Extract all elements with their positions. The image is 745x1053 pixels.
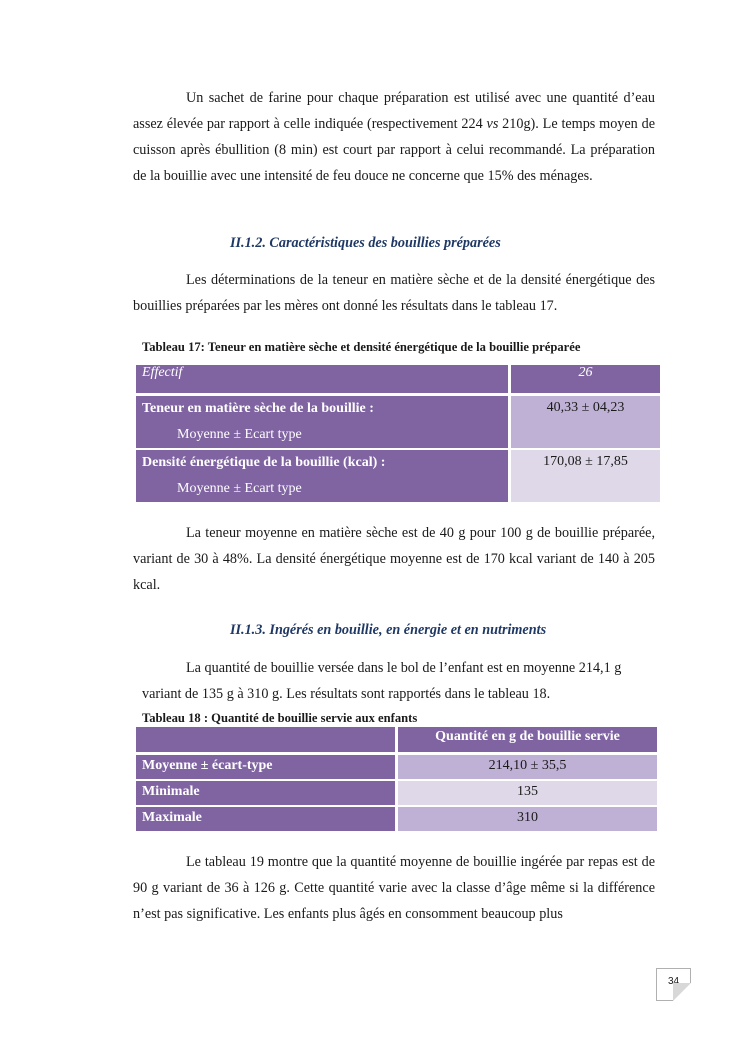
section-heading-ingeres: II.1.3. Ingérés en bouillie, en énergie et en nutriments [230, 622, 547, 638]
table-row [136, 755, 657, 779]
table18-caption: Tableau 18 : Quantité de bouillie servie aux enfants [142, 711, 418, 725]
paragraph-teneur-moyenne: La teneur moyenne en matière sèche est de 40 g pour 100 g de bouillie préparée, variant de 30 à 48%. La densité énergétique moyenne est de 170 kcal variant de 140 à 205 kcal. [133, 525, 655, 593]
table18-header-empty [136, 727, 395, 752]
table-18 [133, 727, 660, 831]
table-row [136, 450, 660, 502]
table18-row-label: Moyenne ± écart-type [136, 755, 395, 779]
page-corner-fold-icon [673, 983, 691, 1001]
table17-row-value: 170,08 ± 17,85 [511, 450, 660, 502]
table-row [136, 396, 660, 448]
table17-header-value: 26 [511, 365, 660, 393]
page-number-box [656, 968, 691, 1001]
table17-row-label: Densité énergétique de la bouillie (kcal) : [142, 455, 386, 470]
page-number: 34 [667, 976, 680, 987]
table18-row-value: 135 [398, 781, 657, 805]
section-heading-caracteristiques: II.1.2. Caractéristiques des bouillies préparées [230, 235, 501, 251]
paragraph-determinations: Les déterminations de la teneur en matière sèche et de la densité énergétique des bouillies préparées par les mères ont donné les résultats dans le tableau 17. [133, 272, 655, 314]
table17-row-sub: Moyenne ± Ecart type [177, 481, 302, 496]
table18-row-value: 214,10 ± 35,5 [398, 755, 657, 779]
table17-caption: Tableau 17: Teneur en matière sèche et densité énergétique de la bouillie préparée [142, 340, 581, 354]
paragraph-tableau-19: Le tableau 19 montre que la quantité moyenne de bouillie ingérée par repas est de 90 g variant de 36 à 126 g. Cette quantité varie avec la classe d’âge même si la différence n’est pas significative. Les enfants plus âgés en consomment beaucoup plus [133, 854, 655, 922]
table-row [136, 807, 657, 831]
table-row [136, 781, 657, 805]
table17-row-value: 40,33 ± 04,23 [511, 396, 660, 448]
paragraph-cooking: Un sachet de farine pour chaque préparation est utilisé avec une quantité d’eau assez élevée par rapport à celle indiquée (respectivement 224 vs 210g). Le temps moyen de cuisson après ébullition (8 min) est court par rapport à celui recommandé. La préparation de la bouillie avec une intensité de feu douce ne concerne que 15% des ménages. [133, 90, 655, 184]
table-17 [133, 365, 663, 502]
table18-row-label: Maximale [136, 807, 395, 831]
table18-row-value: 310 [398, 807, 657, 831]
paragraph-quantite: La quantité de bouillie versée dans le bol de l’enfant est en moyenne 214,1 g variant de 135 g à 310 g. Les résultats sont rapportés dans le tableau 18. [142, 660, 622, 702]
table17-row-sub: Moyenne ± Ecart type [177, 427, 302, 442]
table18-header-value: Quantité en g de bouillie servie [398, 727, 657, 752]
table18-row-label: Minimale [136, 781, 395, 805]
table17-row-label: Teneur en matière sèche de la bouillie : [142, 401, 374, 416]
table17-header-label: Effectif [136, 365, 508, 393]
